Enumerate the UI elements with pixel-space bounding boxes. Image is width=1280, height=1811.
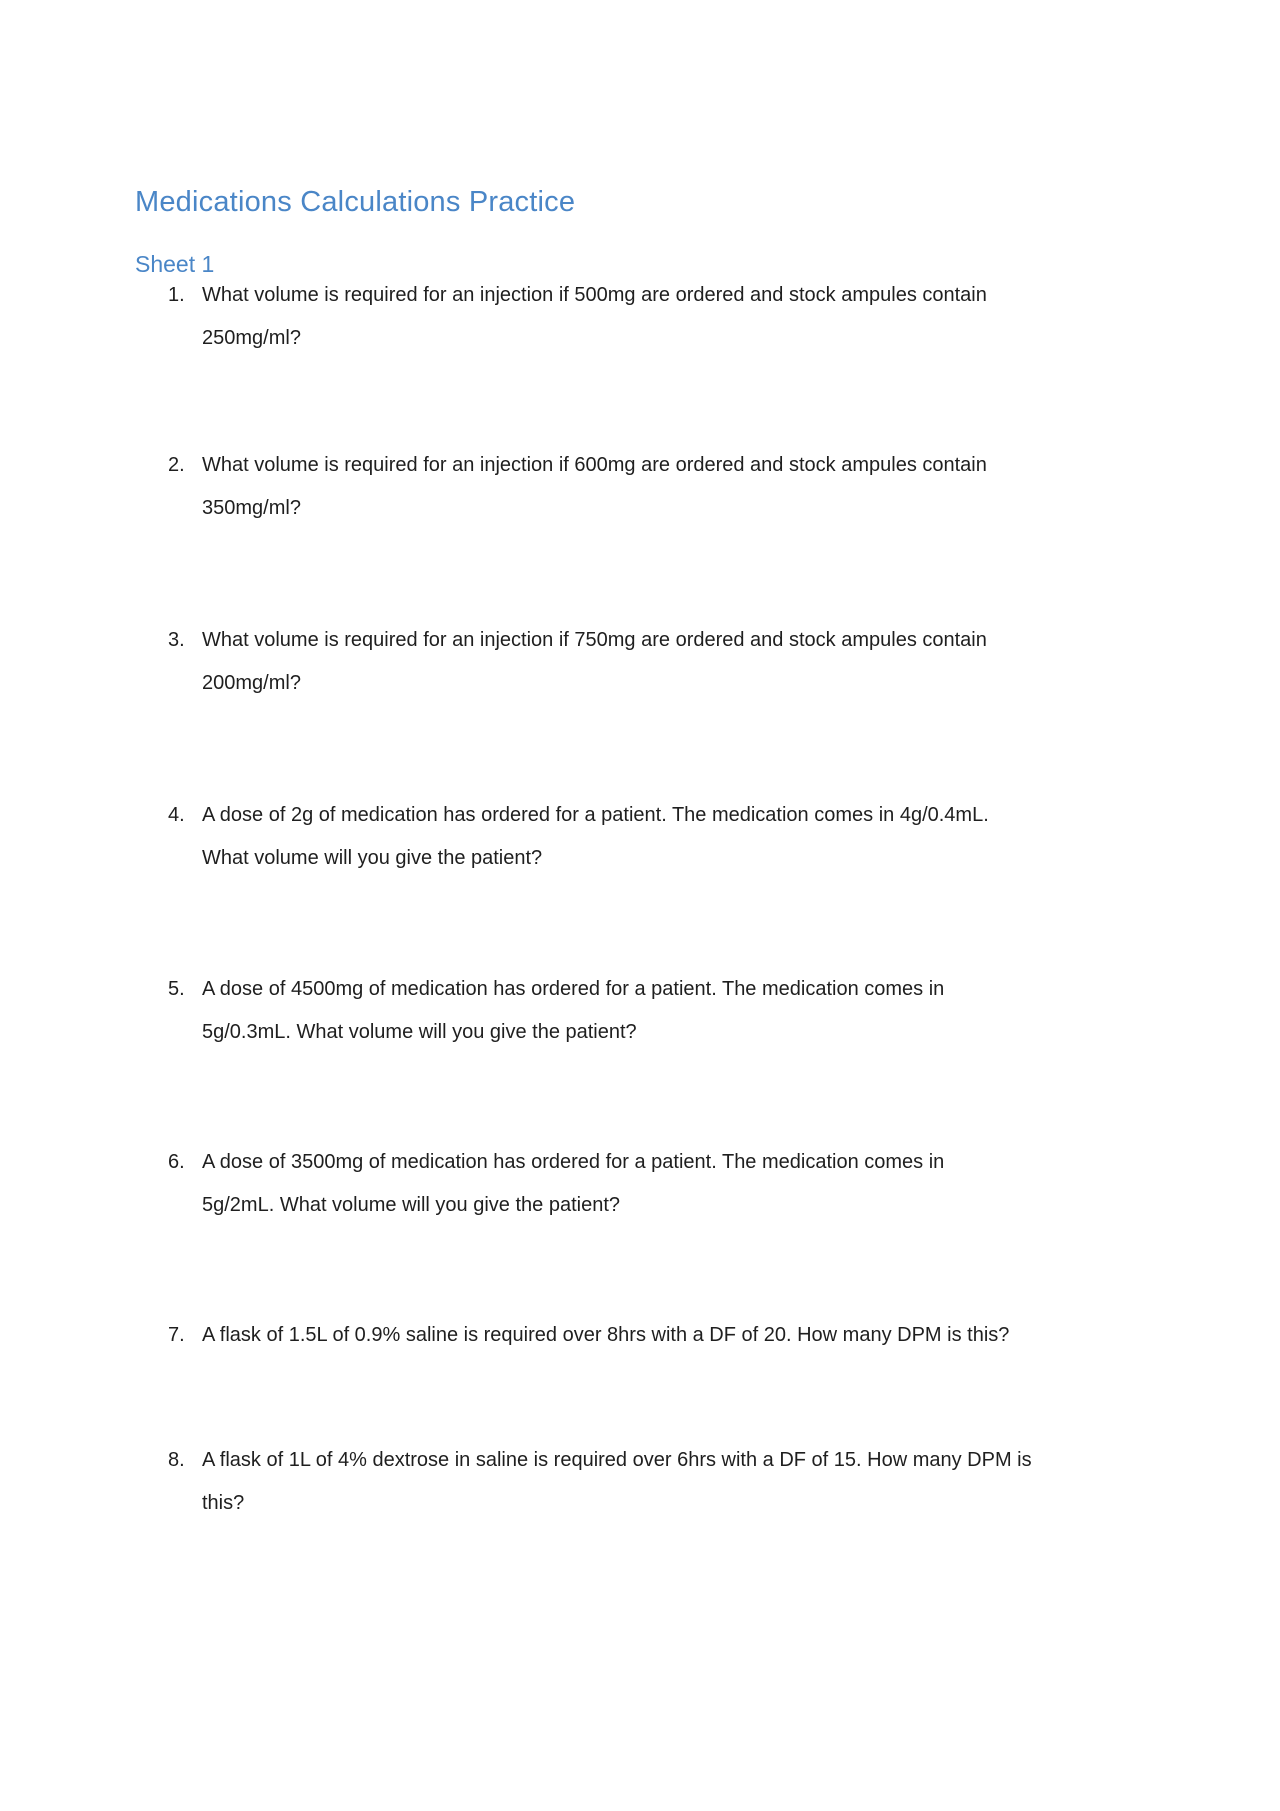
question-text	[202, 274, 1112, 360]
question-line: A dose of 2g of medication has ordered for a patient. The medication comes in 4g/0.4mL.	[202, 804, 989, 826]
question-number: 1.	[168, 284, 185, 306]
question-item-3	[168, 619, 1112, 705]
question-text	[202, 444, 1112, 530]
question-number: 4.	[168, 804, 185, 826]
question-line: 250mg/ml?	[202, 327, 301, 349]
section-heading-sheet-1: Sheet 1	[135, 251, 215, 277]
question-line: this?	[202, 1492, 245, 1514]
question-number: 7.	[168, 1324, 185, 1346]
question-line: A dose of 3500mg of medication has ordered for a patient. The medication comes in	[202, 1151, 945, 1173]
question-line: 5g/2mL. What volume will you give the patient?	[202, 1194, 620, 1216]
question-line: A dose of 4500mg of medication has ordered for a patient. The medication comes in	[202, 978, 945, 1000]
question-line: 350mg/ml?	[202, 497, 301, 519]
question-item-2	[168, 444, 1112, 530]
question-item-5	[168, 968, 1112, 1054]
question-item-8	[168, 1439, 1112, 1525]
question-text	[202, 1314, 1112, 1357]
document-title: Medications Calculations Practice	[135, 186, 576, 218]
question-item-7	[168, 1314, 1112, 1357]
question-item-6	[168, 1141, 1112, 1227]
question-text	[202, 1141, 1112, 1227]
question-line: 5g/0.3mL. What volume will you give the patient?	[202, 1021, 637, 1043]
question-number: 8.	[168, 1449, 185, 1471]
question-item-4	[168, 794, 1112, 880]
question-line: What volume will you give the patient?	[202, 847, 543, 869]
question-number: 3.	[168, 629, 185, 651]
question-line: What volume is required for an injection if 500mg are ordered and stock ampules contain	[202, 284, 987, 306]
question-text	[202, 968, 1112, 1054]
question-line: What volume is required for an injection if 600mg are ordered and stock ampules contain	[202, 454, 987, 476]
question-line: 200mg/ml?	[202, 672, 301, 694]
question-item-1	[168, 274, 1112, 360]
question-number: 2.	[168, 454, 185, 476]
question-text	[202, 1439, 1112, 1525]
question-number: 6.	[168, 1151, 185, 1173]
question-line: A flask of 1L of 4% dextrose in saline is required over 6hrs with a DF of 15. How many DPM is	[202, 1449, 1032, 1471]
question-number: 5.	[168, 978, 185, 1000]
question-text	[202, 619, 1112, 705]
question-text	[202, 794, 1112, 880]
question-line: What volume is required for an injection if 750mg are ordered and stock ampules contain	[202, 629, 987, 651]
question-line: A flask of 1.5L of 0.9% saline is required over 8hrs with a DF of 20. How many DPM is this?	[202, 1324, 1010, 1346]
